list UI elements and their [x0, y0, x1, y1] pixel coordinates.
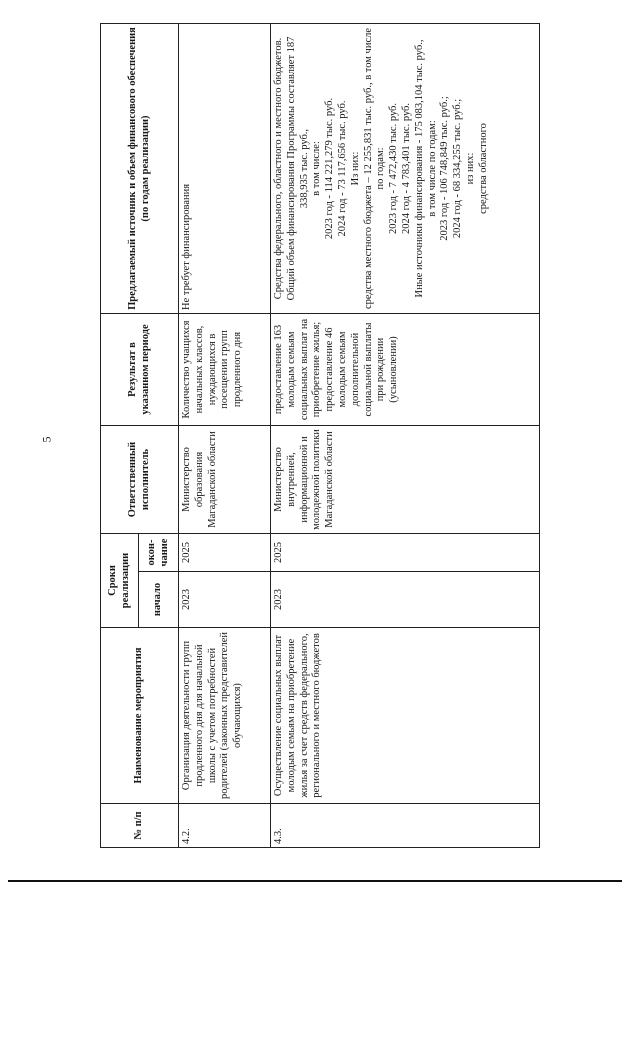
row-name: Осуществление социальных выплат молодым семьям на приобретение жилья за счет средств федерального, регионального и местного бюджетов: [271, 628, 540, 804]
page-number: 5: [39, 436, 54, 443]
row-result: предоставление 163 молодым семьям социальных выплат на приобретение жилья; предоставление 46 молодым семьям дополнительной социальной выплаты при рождении (усыновлении): [271, 314, 540, 426]
header-finance: Предлагаемый источник и объем финансового обеспечения (по годам реализации): [101, 24, 179, 314]
row-end: 2025: [179, 534, 271, 572]
header-terms: Сроки реализации: [101, 534, 139, 628]
row-executor: Министерство внутренней, информационной и молодежной политики Магаданской области: [271, 426, 540, 534]
row-result: Количество учащихся начальных классов, нуждающихся в посещении групп продленного дня: [179, 314, 271, 426]
header-start: начало: [139, 572, 179, 628]
finance-line: средства местного бюджета – 12 255,831 тыс. руб., в том числе по годам:: [362, 27, 387, 310]
header-executor: Ответственный исполнитель: [101, 426, 179, 534]
finance-line: из них:: [464, 152, 476, 185]
header-num: № п/п: [101, 804, 179, 848]
row-start: 2023: [179, 572, 271, 628]
bottom-divider: [8, 880, 622, 882]
finance-line: 2024 год - 73 117,656 тыс. руб.: [336, 100, 348, 237]
finance-line: Иные источники финансирования - 175 083,104 тыс. руб.,: [413, 39, 425, 298]
row-start: 2023: [271, 572, 540, 628]
finance-line: Общий объем финансирования Программы составляет 187 338,935 тыс. руб.,: [285, 36, 310, 301]
header-result: Результат в указанном периоде: [101, 314, 179, 426]
row-finance: [271, 24, 540, 314]
row-executor: Министерство образования Магаданской области: [179, 426, 271, 534]
finance-line: 2023 год - 106 748,849 тыс. руб.;: [439, 96, 451, 241]
measures-table: [100, 23, 540, 848]
row-end: 2025: [271, 534, 540, 572]
rotated-table-container: [100, 24, 540, 848]
finance-line: Не требует финансирования: [181, 183, 192, 310]
header-end: окон-чание: [139, 534, 179, 572]
finance-line: 2023 год - 7 472,430 тыс. руб.: [388, 102, 400, 235]
row-finance: [179, 24, 271, 314]
finance-line: Средства федерального, областного и местного бюджетов.: [273, 37, 284, 300]
table-row: [179, 24, 271, 848]
table-row: [271, 24, 540, 848]
header-name: Наименование мероприятия: [101, 628, 179, 804]
finance-line: Из них:: [349, 151, 361, 186]
finance-line: 2024 год - 68 334,255 тыс. руб.;: [452, 98, 464, 239]
finance-line: 2023 год - 114 221,279 тыс. руб.: [324, 97, 336, 240]
finance-line: 2024 год - 4 783,401 тыс. руб.: [400, 102, 412, 235]
finance-line: в том числе:: [311, 141, 323, 196]
row-num: 4.3.: [271, 804, 540, 848]
row-num: 4.2.: [179, 804, 271, 848]
finance-line: средства областного: [477, 123, 489, 214]
row-name: Организация деятельности групп продленного дня для начальной школы с учетом потребностей родителей (законных представителей обучающихся): [179, 628, 271, 804]
finance-line: в том числе по годам:: [426, 120, 438, 217]
